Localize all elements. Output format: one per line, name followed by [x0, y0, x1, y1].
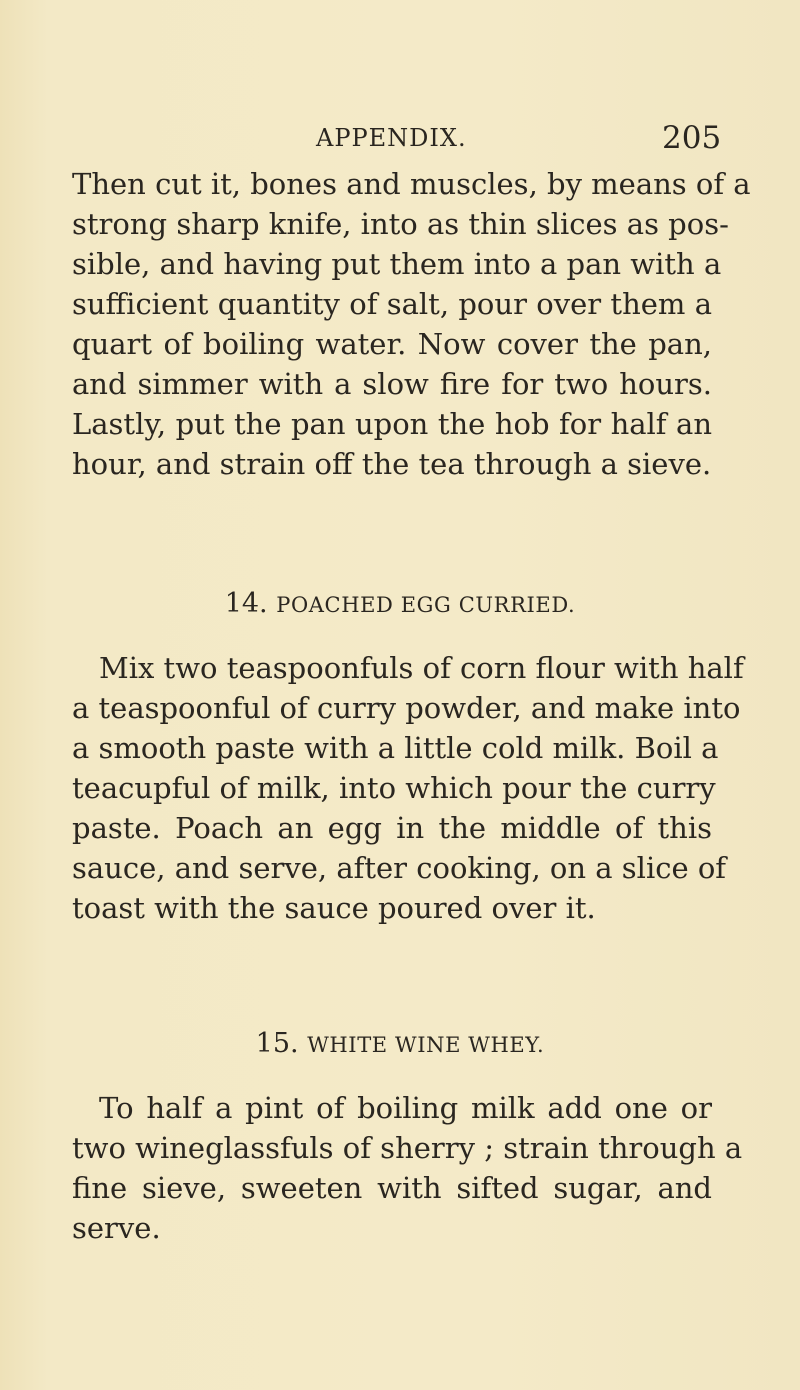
- running-head-title: APPENDIX.: [316, 124, 467, 152]
- section-heading-15: [0, 1024, 800, 1064]
- text-line: Lastly, put the pan upon the hob for half an: [72, 407, 712, 441]
- text-line: fine sieve, sweeten with sifted sugar, and: [72, 1171, 712, 1205]
- text-line: a smooth paste with a little cold milk. Boil a: [72, 731, 719, 765]
- text-line: two wineglassfuls of sherry ; strain through a: [72, 1131, 743, 1165]
- section-number: 14.: [224, 588, 277, 619]
- text-line: To half a pint of boiling milk add one or: [99, 1091, 712, 1125]
- section-title: POACHED EGG CURRIED.: [276, 593, 576, 617]
- text-line: toast with the sauce poured over it.: [72, 891, 596, 925]
- text-line: sauce, and serve, after cooking, on a slice of: [72, 851, 727, 885]
- text-line: Then cut it, bones and muscles, by means of a: [72, 167, 751, 201]
- text-line: Mix two teaspoonfuls of corn flour with half: [99, 651, 744, 685]
- paragraph-poached-egg: [72, 648, 744, 928]
- text-line: sible, and having put them into a pan with a: [72, 247, 722, 281]
- paragraph-continued: [72, 164, 751, 484]
- text-line: strong sharp knife, into as thin slices as pos-: [72, 207, 729, 241]
- text-line: and simmer with a slow fire for two hours.: [72, 367, 712, 401]
- section-number: 15.: [255, 1028, 308, 1059]
- text-line: serve.: [72, 1211, 161, 1245]
- section-heading-14: [0, 584, 800, 624]
- text-line: quart of boiling water. Now cover the pan,: [72, 327, 712, 361]
- text-line: sufficient quantity of salt, pour over them a: [72, 287, 712, 321]
- section-title: WHITE WINE WHEY.: [307, 1033, 545, 1057]
- text-line: a teaspoonful of curry powder, and make into: [72, 691, 741, 725]
- running-head: [0, 118, 800, 158]
- text-line: teacupful of milk, into which pour the curry: [72, 771, 716, 805]
- paragraph-white-wine-whey: [72, 1088, 743, 1248]
- page-number: 205: [662, 120, 722, 156]
- text-line: hour, and strain off the tea through a sieve.: [72, 447, 712, 481]
- text-line: paste. Poach an egg in the middle of this: [72, 811, 712, 845]
